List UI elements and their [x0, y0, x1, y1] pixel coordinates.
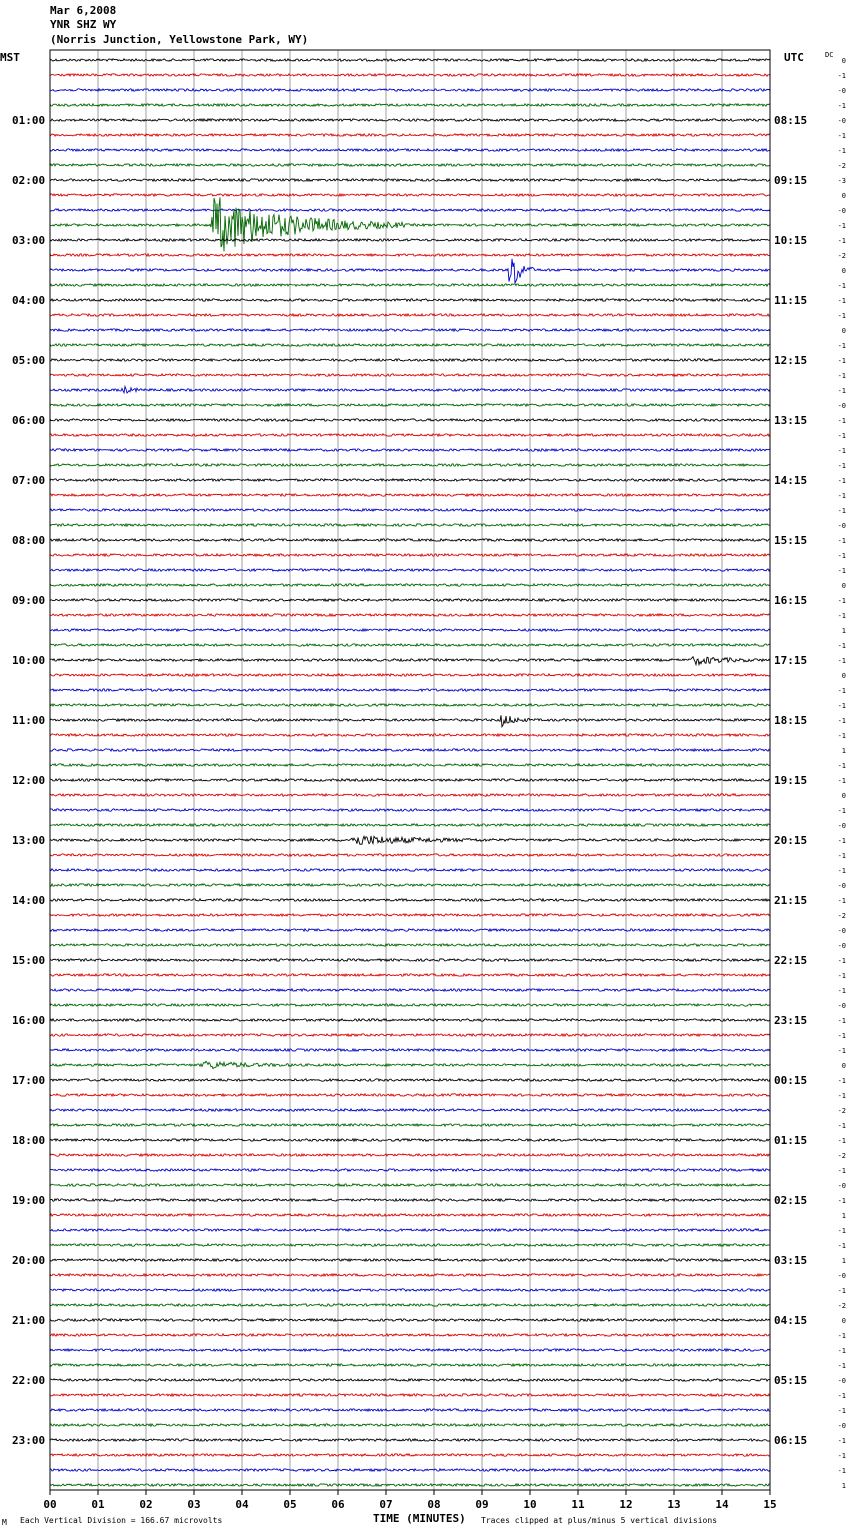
- mst-hour-label: 09:00: [12, 594, 46, 607]
- trace-line: [50, 899, 770, 901]
- trace-line: [50, 464, 770, 466]
- dc-offset-label: -0: [837, 1002, 846, 1010]
- mst-hour-label: 14:00: [12, 894, 46, 907]
- utc-hour-label: 14:15: [774, 474, 808, 487]
- dc-offset-label: -1: [837, 387, 846, 395]
- dc-offset-label: -1: [837, 147, 846, 155]
- trace-line: [50, 989, 770, 991]
- dc-offset-label: 0: [841, 792, 846, 800]
- mst-hour-label: 13:00: [12, 834, 46, 847]
- dc-offset-label: 0: [841, 1062, 846, 1070]
- dc-offset-label: -2: [837, 1107, 846, 1115]
- utc-hour-label: 04:15: [774, 1314, 808, 1327]
- x-tick-label: 08: [427, 1498, 441, 1511]
- dc-offset-label: 1: [841, 1212, 846, 1220]
- trace-line: [50, 239, 770, 241]
- mst-hour-label: 02:00: [12, 174, 46, 187]
- utc-hour-label: 01:15: [774, 1134, 808, 1147]
- trace-line: [50, 1061, 770, 1068]
- trace-line: [50, 434, 770, 436]
- trace-line: [50, 1124, 770, 1126]
- x-tick-label: 02: [139, 1498, 153, 1511]
- dc-offset-label: -1: [837, 957, 846, 965]
- dc-offset-label: -1: [837, 372, 846, 380]
- trace-line: [50, 1154, 770, 1156]
- dc-offset-label: -1: [837, 507, 846, 515]
- utc-label: UTC: [784, 51, 804, 64]
- dc-offset-label: -1: [837, 1392, 846, 1400]
- dc-offset-label: -0: [837, 1182, 846, 1190]
- dc-offset-label: 0: [841, 192, 846, 200]
- dc-offset-label: -1: [837, 777, 846, 785]
- dc-offset-label: -1: [837, 1017, 846, 1025]
- dc-offset-label: -1: [837, 867, 846, 875]
- dc-offset-label: -1: [837, 1122, 846, 1130]
- mst-hour-label: 21:00: [12, 1314, 46, 1327]
- trace-line: [50, 1304, 770, 1306]
- utc-hour-label: 15:15: [774, 534, 808, 547]
- dc-offset-label: -0: [837, 1422, 846, 1430]
- trace-line: [50, 944, 770, 946]
- dc-offset-label: -1: [837, 972, 846, 980]
- x-tick-label: 14: [715, 1498, 729, 1511]
- dc-offset-label: -1: [837, 1242, 846, 1250]
- trace-line: [50, 254, 770, 256]
- trace-line: [50, 749, 770, 751]
- dc-offset-label: -1: [837, 432, 846, 440]
- trace-line: [50, 509, 770, 511]
- dc-offset-label: -1: [837, 102, 846, 110]
- dc-offset-label: 0: [841, 57, 846, 65]
- utc-hour-label: 06:15: [774, 1434, 808, 1447]
- trace-line: [50, 1334, 770, 1336]
- trace-line: [50, 329, 770, 331]
- trace-line: [50, 1034, 770, 1036]
- trace-line: [50, 209, 770, 211]
- dc-offset-label: -1: [837, 1092, 846, 1100]
- trace-line: [50, 1019, 770, 1021]
- x-tick-label: 05: [283, 1498, 297, 1511]
- mst-hour-label: 11:00: [12, 714, 46, 727]
- dc-offset-label: -0: [837, 117, 846, 125]
- dc-offset-label: -2: [837, 912, 846, 920]
- x-tick-label: 04: [235, 1498, 249, 1511]
- mst-hour-label: 01:00: [12, 114, 46, 127]
- utc-hour-label: 23:15: [774, 1014, 808, 1027]
- trace-line: [50, 779, 770, 781]
- trace-line: [50, 149, 770, 151]
- trace-line: [50, 284, 770, 286]
- dc-offset-label: -1: [837, 1452, 846, 1460]
- dc-offset-label: 0: [841, 1317, 846, 1325]
- trace-line: [50, 914, 770, 916]
- dc-offset-label: -1: [837, 1407, 846, 1415]
- trace-line: [50, 1394, 770, 1396]
- dc-offset-label: -3: [837, 177, 846, 185]
- dc-offset-label: -1: [837, 762, 846, 770]
- trace-line: [50, 1004, 770, 1006]
- dc-offset-label: -1: [837, 717, 846, 725]
- dc-offset-label: -1: [837, 1437, 846, 1445]
- dc-offset-label: -1: [837, 1047, 846, 1055]
- trace-line: [50, 299, 770, 301]
- trace-line: [50, 1349, 770, 1351]
- trace-line: [50, 1469, 770, 1471]
- dc-offset-label: -0: [837, 822, 846, 830]
- mst-hour-label: 17:00: [12, 1074, 46, 1087]
- footer-mark: M: [2, 1518, 7, 1527]
- trace-line: [50, 1379, 770, 1381]
- utc-hour-label: 05:15: [774, 1374, 808, 1387]
- dc-offset-label: -2: [837, 1152, 846, 1160]
- mst-hour-label: 18:00: [12, 1134, 46, 1147]
- mst-hour-label: 10:00: [12, 654, 46, 667]
- dc-offset-label: -1: [837, 222, 846, 230]
- trace-line: [50, 1259, 770, 1261]
- trace-line: [50, 1139, 770, 1141]
- dc-offset-label: -1: [837, 852, 846, 860]
- station-code: YNR SHZ WY: [50, 18, 117, 31]
- trace-line: [50, 884, 770, 886]
- trace-line: [50, 449, 770, 451]
- trace-line: [50, 644, 770, 646]
- dc-offset-label: -1: [837, 837, 846, 845]
- trace-line: [50, 929, 770, 931]
- trace-line: [50, 1169, 770, 1171]
- utc-hour-label: 21:15: [774, 894, 808, 907]
- mst-hour-label: 12:00: [12, 774, 46, 787]
- utc-hour-label: 08:15: [774, 114, 808, 127]
- mst-hour-label: 06:00: [12, 414, 46, 427]
- trace-line: [50, 836, 770, 845]
- dc-offset-label: 1: [841, 1482, 846, 1490]
- dc-offset-label: -1: [837, 987, 846, 995]
- mst-hour-label: 23:00: [12, 1434, 46, 1447]
- trace-line: [50, 74, 770, 76]
- dc-offset-label: -1: [837, 642, 846, 650]
- trace-line: [50, 419, 770, 421]
- trace-line: [50, 629, 770, 631]
- mst-label: MST: [0, 51, 20, 64]
- trace-line: [50, 524, 770, 526]
- dc-offset-label: -1: [837, 417, 846, 425]
- utc-hour-label: 11:15: [774, 294, 808, 307]
- dc-offset-label: -1: [837, 1032, 846, 1040]
- trace-line: [50, 387, 770, 394]
- dc-offset-label: -1: [837, 72, 846, 80]
- trace-line: [50, 614, 770, 616]
- dc-offset-label: -1: [837, 477, 846, 485]
- trace-line: [50, 344, 770, 346]
- x-tick-label: 07: [379, 1498, 393, 1511]
- mst-hour-label: 16:00: [12, 1014, 46, 1027]
- dc-offset-label: -2: [837, 162, 846, 170]
- trace-line: [50, 809, 770, 811]
- trace-line: [50, 479, 770, 481]
- trace-line: [50, 715, 770, 726]
- dc-label: DC: [825, 51, 834, 59]
- dc-offset-label: -1: [837, 447, 846, 455]
- trace-line: [50, 197, 770, 251]
- dc-offset-label: -1: [837, 492, 846, 500]
- trace-line: [50, 194, 770, 196]
- dc-offset-label: -0: [837, 207, 846, 215]
- dc-offset-label: -1: [837, 1077, 846, 1085]
- x-tick-label: 12: [619, 1498, 633, 1511]
- plot-frame: [50, 50, 770, 1490]
- trace-line: [50, 59, 770, 61]
- x-tick-label: 03: [187, 1498, 201, 1511]
- trace-line: [50, 1049, 770, 1051]
- trace-line: [50, 134, 770, 136]
- utc-hour-label: 00:15: [774, 1074, 808, 1087]
- trace-line: [50, 734, 770, 736]
- x-tick-label: 15: [763, 1498, 777, 1511]
- dc-offset-label: -1: [837, 732, 846, 740]
- utc-hour-label: 10:15: [774, 234, 808, 247]
- dc-offset-label: 0: [841, 582, 846, 590]
- x-tick-label: 09: [475, 1498, 489, 1511]
- trace-line: [50, 584, 770, 586]
- utc-hour-labels: [774, 114, 807, 1447]
- utc-hour-label: 13:15: [774, 414, 808, 427]
- mst-hour-labels: [12, 114, 45, 1447]
- dc-offset-label: 0: [841, 267, 846, 275]
- dc-offset-label: -1: [837, 462, 846, 470]
- trace-line: [50, 869, 770, 871]
- seismic-traces: [50, 59, 770, 1486]
- trace-line: [50, 1484, 770, 1486]
- dc-offset-label: -0: [837, 927, 846, 935]
- dc-offset-label: -0: [837, 882, 846, 890]
- trace-line: [50, 854, 770, 856]
- dc-offset-label: -1: [837, 1287, 846, 1295]
- x-tick-label: 01: [91, 1498, 105, 1511]
- trace-line: [50, 89, 770, 91]
- trace-line: [50, 1289, 770, 1291]
- trace-line: [50, 689, 770, 691]
- dc-offset-label: 1: [841, 747, 846, 755]
- x-axis: [43, 1490, 776, 1511]
- mst-hour-label: 20:00: [12, 1254, 46, 1267]
- trace-line: [50, 569, 770, 571]
- dc-offset-label: -0: [837, 942, 846, 950]
- scale-note: Each Vertical Division = 166.67 microvolts: [20, 1516, 223, 1525]
- trace-line: [50, 1454, 770, 1456]
- x-tick-label: 11: [571, 1498, 585, 1511]
- utc-hour-label: 02:15: [774, 1194, 808, 1207]
- dc-offset-label: -1: [837, 537, 846, 545]
- utc-hour-label: 17:15: [774, 654, 808, 667]
- trace-line: [50, 359, 770, 361]
- dc-offset-label: -0: [837, 87, 846, 95]
- utc-hour-label: 16:15: [774, 594, 808, 607]
- clip-note: Traces clipped at plus/minus 5 vertical divisions: [481, 1516, 718, 1525]
- dc-offset-label: -1: [837, 342, 846, 350]
- dc-offset-label: -1: [837, 597, 846, 605]
- mst-hour-label: 08:00: [12, 534, 46, 547]
- trace-line: [50, 794, 770, 796]
- dc-offset-label: -0: [837, 1272, 846, 1280]
- dc-offset-label: -1: [837, 897, 846, 905]
- dc-offset-label: 1: [841, 1257, 846, 1265]
- station-location: (Norris Junction, Yellowstone Park, WY): [50, 33, 309, 46]
- trace-line: [50, 314, 770, 316]
- trace-line: [50, 1409, 770, 1411]
- trace-line: [50, 1274, 770, 1276]
- trace-line: [50, 1439, 770, 1441]
- x-tick-label: 06: [331, 1498, 345, 1511]
- dc-offset-label: -1: [837, 552, 846, 560]
- utc-hour-label: 20:15: [774, 834, 808, 847]
- dc-offset-label: -0: [837, 522, 846, 530]
- dc-offset-label: -1: [837, 612, 846, 620]
- utc-hour-label: 12:15: [774, 354, 808, 367]
- trace-line: [50, 1184, 770, 1186]
- dc-offset-label: -1: [837, 1167, 846, 1175]
- x-tick-label: 00: [43, 1498, 57, 1511]
- utc-hour-label: 09:15: [774, 174, 808, 187]
- trace-line: [50, 599, 770, 601]
- dc-offset-label: -1: [837, 1227, 846, 1235]
- mst-hour-label: 04:00: [12, 294, 46, 307]
- dc-offset-label: -0: [837, 402, 846, 410]
- dc-offset-label: -1: [837, 1347, 846, 1355]
- dc-offset-label: -1: [837, 1197, 846, 1205]
- mst-hour-label: 22:00: [12, 1374, 46, 1387]
- utc-hour-label: 18:15: [774, 714, 808, 727]
- trace-line: [50, 704, 770, 706]
- trace-line: [50, 554, 770, 556]
- trace-line: [50, 179, 770, 181]
- trace-line: [50, 959, 770, 961]
- mst-hour-label: 15:00: [12, 954, 46, 967]
- dc-offset-label: -1: [837, 1137, 846, 1145]
- dc-offset-label: -1: [837, 657, 846, 665]
- trace-line: [50, 104, 770, 106]
- mst-hour-label: 05:00: [12, 354, 46, 367]
- trace-line: [50, 1199, 770, 1201]
- dc-offset-label: 0: [841, 327, 846, 335]
- trace-line: [50, 1364, 770, 1366]
- trace-line: [50, 1094, 770, 1096]
- trace-line: [50, 1244, 770, 1246]
- dc-offset-label: -1: [837, 702, 846, 710]
- mst-hour-label: 07:00: [12, 474, 46, 487]
- utc-hour-label: 22:15: [774, 954, 808, 967]
- dc-offset-label: -1: [837, 237, 846, 245]
- trace-line: [50, 1109, 770, 1111]
- dc-offset-label: -1: [837, 297, 846, 305]
- trace-line: [50, 824, 770, 826]
- trace-line: [50, 164, 770, 166]
- dc-offset-label: -1: [837, 357, 846, 365]
- trace-line: [50, 374, 770, 376]
- utc-hour-label: 19:15: [774, 774, 808, 787]
- trace-line: [50, 1214, 770, 1216]
- x-tick-label: 10: [523, 1498, 537, 1511]
- trace-line: [50, 494, 770, 496]
- trace-line: [50, 259, 770, 283]
- trace-line: [50, 1229, 770, 1231]
- utc-hour-label: 03:15: [774, 1254, 808, 1267]
- dc-offset-label: -1: [837, 282, 846, 290]
- trace-line: [50, 974, 770, 976]
- trace-line: [50, 657, 770, 665]
- plot-date: Mar 6,2008: [50, 4, 117, 17]
- dc-offset-label: -1: [837, 687, 846, 695]
- x-axis-title: TIME (MINUTES): [373, 1512, 466, 1525]
- dc-offset-label: -0: [837, 1377, 846, 1385]
- dc-offset-label: -1: [837, 567, 846, 575]
- trace-line: [50, 764, 770, 766]
- dc-offset-labels: [838, 57, 846, 1490]
- trace-line: [50, 539, 770, 541]
- mst-hour-label: 03:00: [12, 234, 46, 247]
- dc-offset-label: -1: [837, 132, 846, 140]
- trace-line: [50, 404, 770, 406]
- dc-offset-label: -2: [837, 252, 846, 260]
- trace-line: [50, 674, 770, 676]
- dc-offset-label: -1: [837, 1467, 846, 1475]
- mst-hour-label: 19:00: [12, 1194, 46, 1207]
- dc-offset-label: -1: [837, 807, 846, 815]
- dc-offset-label: -1: [837, 312, 846, 320]
- dc-offset-label: 1: [841, 627, 846, 635]
- trace-line: [50, 1319, 770, 1321]
- dc-offset-label: -1: [837, 1332, 846, 1340]
- trace-line: [50, 1424, 770, 1426]
- dc-offset-label: -1: [837, 1362, 846, 1370]
- x-tick-label: 13: [667, 1498, 681, 1511]
- trace-line: [50, 119, 770, 121]
- trace-line: [50, 1079, 770, 1081]
- dc-offset-label: -2: [837, 1302, 846, 1310]
- dc-offset-label: 0: [841, 672, 846, 680]
